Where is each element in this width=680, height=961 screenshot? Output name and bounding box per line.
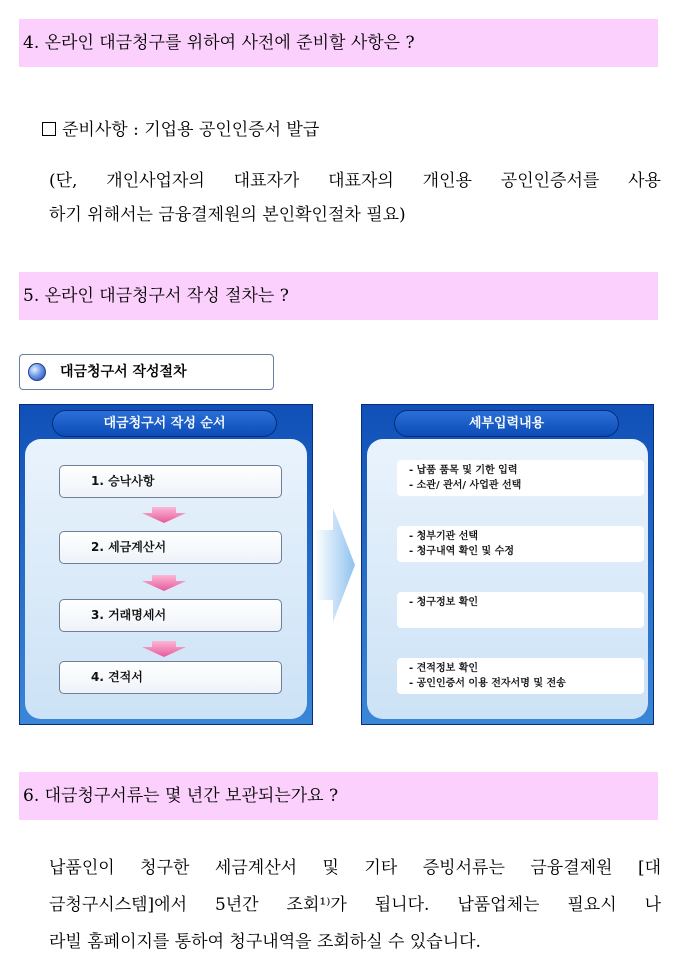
diagram-title: 대금청구서 작성절차: [60, 364, 187, 380]
word: 대표자의: [328, 171, 394, 191]
word: 필요시: [567, 895, 617, 915]
detail-line: - 소관/ 관서/ 사업관 선택: [409, 480, 522, 491]
word: 5년간: [214, 895, 259, 915]
word: 납품인이: [49, 858, 115, 878]
detail-box-4: [397, 658, 644, 694]
detail-input-panel-title: 세부입력내용: [394, 410, 619, 437]
process-step-2: 2. 세금계산서: [59, 531, 282, 564]
word: 금융결제원: [530, 858, 613, 878]
pink-down-arrow-icon: [142, 507, 186, 523]
word: 기타: [364, 858, 398, 878]
question-5-heading: 5. 온라인 대금청구서 작성 절차는 ?: [19, 272, 658, 320]
word: 나: [644, 895, 661, 915]
detail-line: - 청부기관 선택: [409, 531, 479, 542]
word: 및: [322, 858, 339, 878]
process-order-panel-title: 대금청구서 작성 순서: [52, 410, 277, 437]
answer-line: [49, 887, 661, 924]
word: 공인인증서를: [500, 171, 600, 191]
word: 금청구시스템]에서: [49, 895, 188, 915]
answer-line: [49, 850, 661, 887]
diagram-title-box: [19, 354, 274, 390]
checkbox-icon: [42, 122, 56, 136]
word: 증빙서류는: [422, 858, 505, 878]
answer-line-text: 라빌 홈페이지를 통하여 청구내역을 조회하실 수 있습니다.: [49, 932, 481, 952]
q4-note: [49, 164, 661, 232]
word: 개인용: [422, 171, 472, 191]
q6-answer: [49, 850, 661, 961]
word: 대표자가: [233, 171, 300, 191]
word: 됩니다.: [374, 895, 430, 915]
word: 개인사업자의: [106, 171, 205, 191]
question-6-heading: 6. 대금청구서류는 몇 년간 보관되는가요 ?: [19, 772, 658, 820]
question-4-heading: 4. 온라인 대금청구를 위하여 사전에 준비할 사항은 ?: [19, 19, 658, 67]
word: [대: [637, 858, 661, 878]
note-line: [49, 164, 661, 198]
pink-down-arrow-icon: [142, 641, 186, 657]
word: 청구한: [140, 858, 190, 878]
detail-line: - 청구내역 확인 및 수정: [409, 546, 515, 557]
word: 조회¹⁾가: [286, 895, 347, 915]
word: (단,: [49, 171, 78, 191]
detail-line: - 견적정보 확인: [409, 663, 479, 674]
note-line-text: 하기 위해서는 금융결제원의 본인확인절차 필요): [49, 205, 406, 225]
process-step-4: 4. 견적서: [59, 661, 282, 694]
word: 세금계산서: [214, 858, 298, 878]
detail-line: - 청구정보 확인: [409, 597, 479, 608]
answer-line: [49, 924, 661, 961]
detail-input-panel-body: [367, 439, 648, 719]
word: 납품업체는: [457, 895, 540, 915]
detail-box-2: [397, 526, 644, 562]
detail-box-3: [397, 592, 644, 628]
checklist-text: 준비사항 : 기업용 공인인증서 발급: [62, 120, 320, 140]
light-blue-right-arrow-icon: [315, 508, 355, 622]
detail-line: - 납품 품목 및 기한 입력: [409, 465, 518, 476]
note-line: [49, 198, 661, 232]
process-step-1: 1. 승낙사항: [59, 465, 282, 498]
bullet-circle-icon: [28, 363, 46, 381]
word: 사용: [628, 171, 661, 191]
pink-down-arrow-icon: [142, 575, 186, 591]
detail-input-panel: [361, 404, 654, 725]
checklist-item: [42, 115, 319, 140]
detail-line: - 공인인증서 이용 전자서명 및 전송: [409, 678, 566, 689]
detail-box-1: [397, 460, 644, 496]
process-step-3: 3. 거래명세서: [59, 599, 282, 632]
